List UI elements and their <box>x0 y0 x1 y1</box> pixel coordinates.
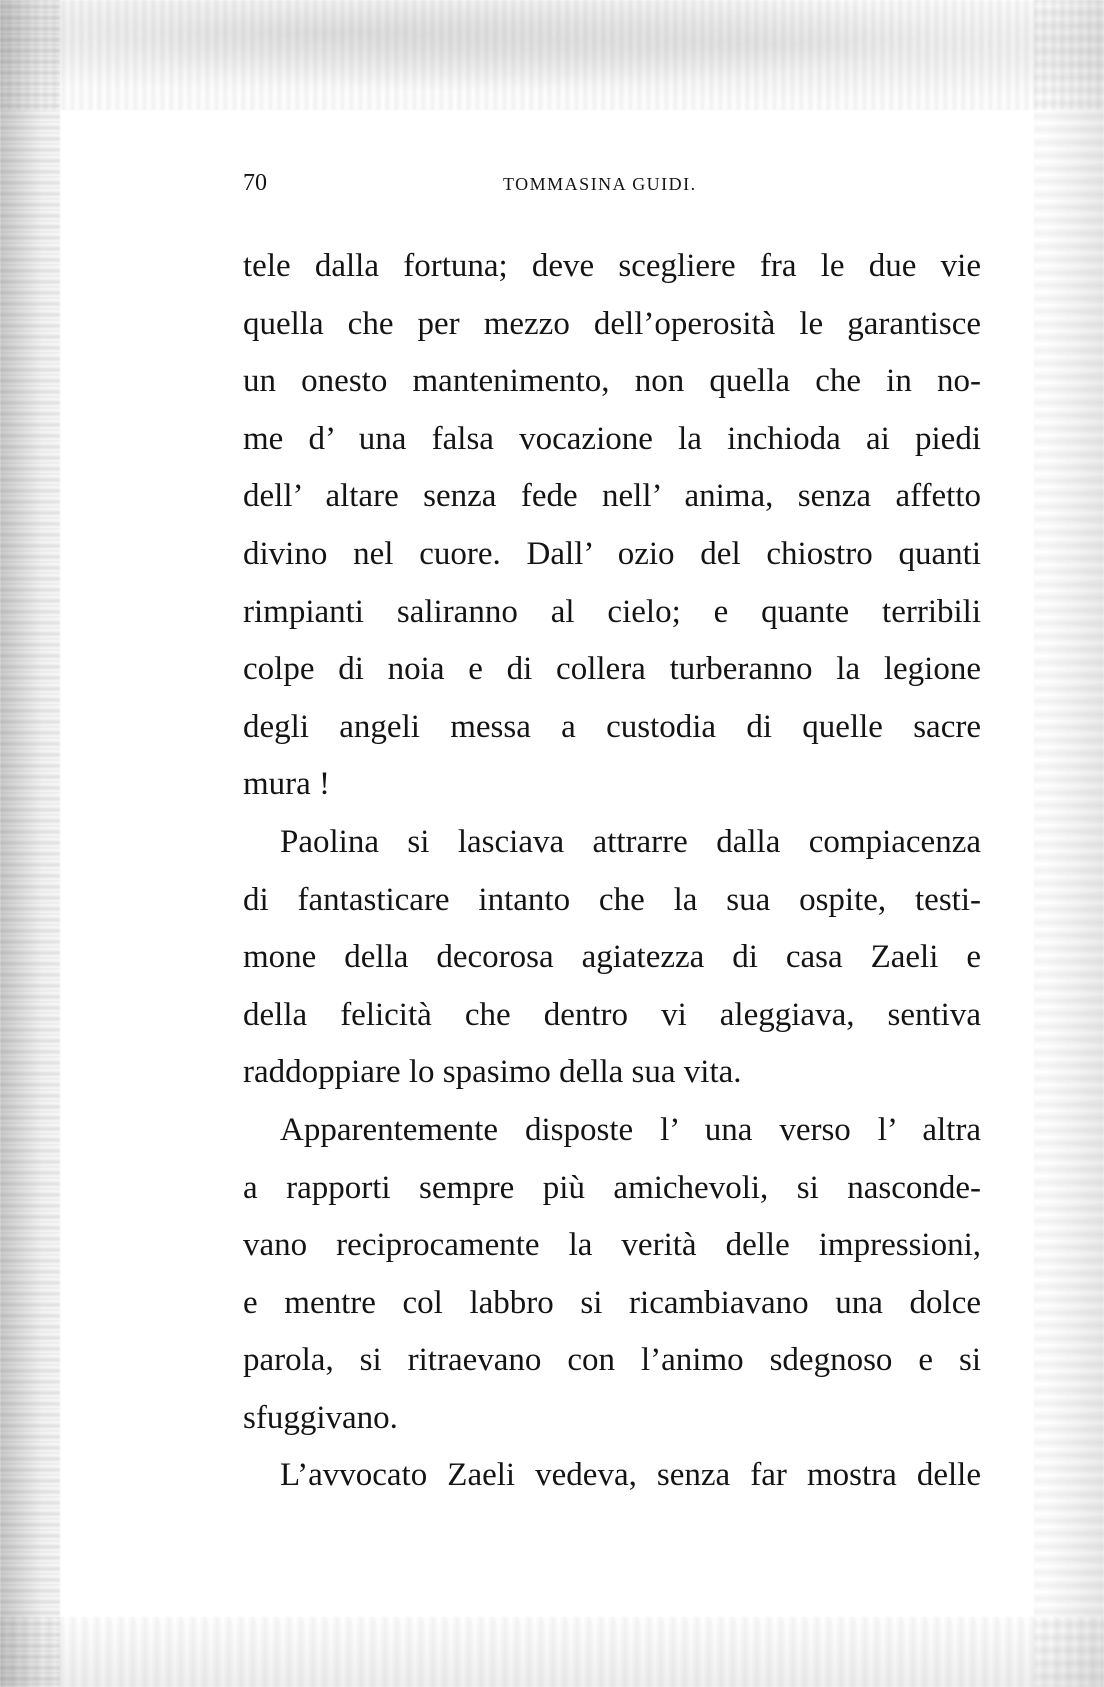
page-number: 70 <box>243 170 267 196</box>
text-line: vano reciprocamente la verità delle impressioni, <box>243 1227 981 1264</box>
scan-noise-right <box>1034 0 1104 1687</box>
text-line: un onesto mantenimento, non quella che in no- <box>243 363 981 400</box>
text-line: Apparentemente disposte l’ una verso l’ altra <box>280 1111 981 1148</box>
text-line: mura ! <box>243 766 331 803</box>
text-line: me d’ una falsa vocazione la inchioda ai piedi <box>243 420 981 457</box>
text-line: L’avvocato Zaeli vedeva, senza far mostra delle <box>280 1457 981 1494</box>
text-line: rimpianti saliranno al cielo; e quante terribili <box>243 593 981 630</box>
text-line: sfuggivano. <box>243 1399 398 1436</box>
scan-noise-left <box>0 0 60 1687</box>
running-title: TOMMASINA GUIDI. <box>503 174 697 194</box>
text-line: tele dalla fortuna; deve scegliere fra le due vie <box>243 248 981 284</box>
text-line: a rapporti sempre più amichevoli, si nasconde- <box>243 1169 981 1206</box>
text-line: e mentre col labbro si ricambiavano una dolce <box>243 1284 981 1321</box>
scan-noise-bottom <box>0 1617 1104 1687</box>
text-line: colpe di noia e di collera turberanno la legione <box>243 651 981 688</box>
text-line: di fantasticare intanto che la sua ospite, testi- <box>243 881 981 918</box>
text-line: Paolina si lasciava attrarre dalla compiacenza <box>280 823 981 860</box>
text-line: parola, si ritraevano con l’animo sdegnoso e si <box>243 1342 981 1379</box>
text-line: della felicità che dentro vi aleggiava, sentiva <box>243 996 981 1033</box>
body-text <box>243 238 981 1505</box>
text-line: dell’ altare senza fede nell’ anima, senza affetto <box>243 478 981 515</box>
text-line: degli angeli messa a custodia di quelle sacre <box>243 708 981 745</box>
text-line: mone della decorosa agiatezza di casa Zaeli e <box>243 939 981 976</box>
text-line: quella che per mezzo dell’operosità le garantisce <box>243 305 981 342</box>
text-line: divino nel cuore. Dall’ ozio del chiostro quanti <box>243 535 981 572</box>
text-line: raddoppiare lo spasimo della sua vita. <box>243 1054 742 1091</box>
scan-noise-top <box>0 0 1104 110</box>
page-header <box>243 168 981 198</box>
